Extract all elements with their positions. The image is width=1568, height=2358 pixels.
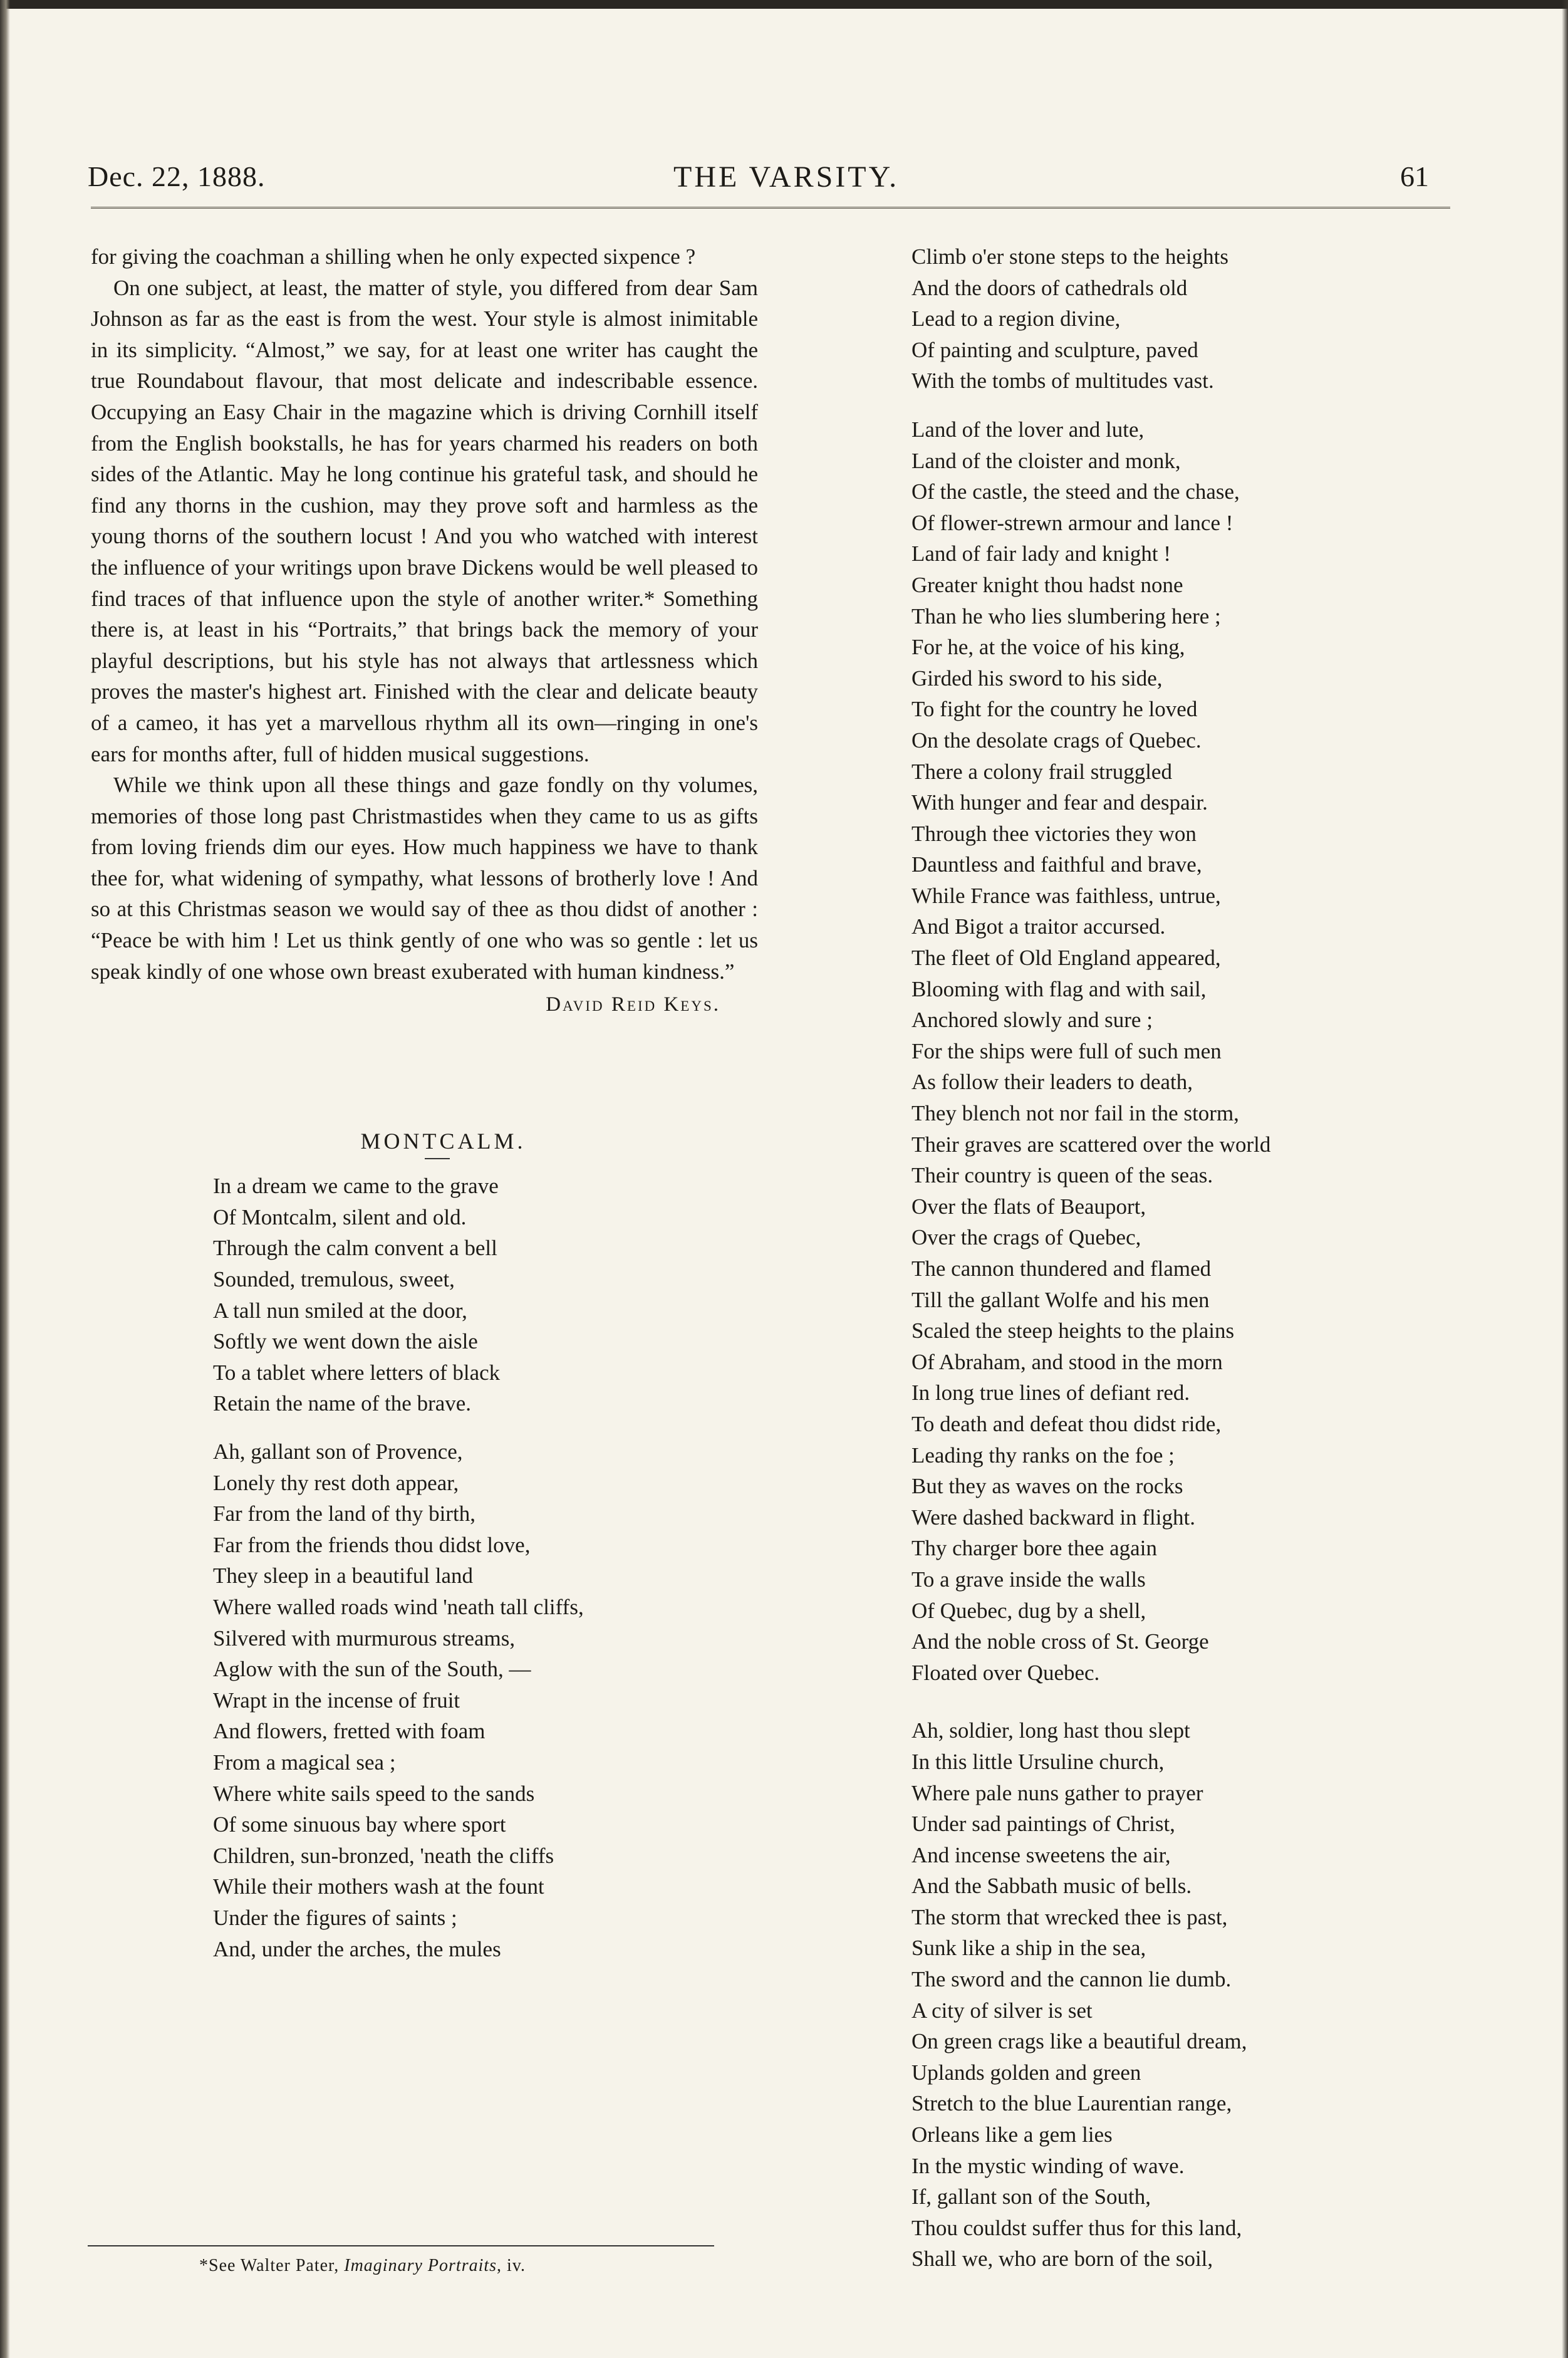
poem-line: Thy charger bore thee again [911,1536,1157,1561]
poem-line: Their graves are scattered over the world [911,1132,1271,1157]
poem-line: Under sad paintings of Christ, [911,1812,1175,1837]
poem-line: Where white sails speed to the sands [213,1781,535,1806]
essay-author: David Reid Keys. [546,993,720,1016]
poem-line: Of painting and sculpture, paved [911,337,1198,362]
page-top-border [0,0,1568,9]
title-divider [425,1158,450,1159]
poem-line: Silvered with murmurous streams, [213,1625,516,1651]
poem-line: Greater knight thou hadst none [911,572,1183,597]
poem-line: Sunk like a ship in the sea, [911,1936,1146,1961]
poem-line: Ah, soldier, long hast thou slept [911,1718,1190,1743]
poem-line: In this little Ursuline church, [911,1749,1165,1774]
poem-line: In long true lines of defiant red. [911,1380,1190,1406]
poem-line: To a grave inside the walls [911,1567,1146,1592]
essay-body [91,241,758,987]
poem-line: If, gallant son of the South, [911,2184,1151,2209]
poem-line: Lonely thy rest doth appear, [213,1470,459,1495]
poem-line: In the mystic winding of wave. [911,2153,1185,2178]
poem-line: They sleep in a beautiful land [213,1563,473,1589]
poem-line: On green crags like a beautiful dream, [911,2029,1247,2054]
footnote-work-title: Imaginary Portraits [344,2256,497,2275]
poem-line: And flowers, fretted with foam [213,1719,485,1744]
issue-date: Dec. 22, 1888. [88,160,266,192]
poem-stanza-3 [911,414,1475,1688]
poem-stanza-2 [213,1436,758,1964]
poem-line: Till the gallant Wolfe and his men [911,1287,1210,1312]
poem-line: For the ships were full of such men [911,1038,1222,1063]
poem-line: Anchored slowly and sure ; [911,1008,1153,1033]
poem-line: Of Quebec, dug by a shell, [911,1598,1146,1623]
poem-line: For he, at the voice of his king, [911,635,1185,660]
poem-line: Scaled the steep heights to the plains [911,1318,1235,1343]
poem-line: And, under the arches, the mules [213,1936,501,1961]
poem-line: While their mothers wash at the fount [213,1874,544,1899]
essay-paragraph: While we think upon all these things and gaze fondly on thy volumes, memories of those long past Christmastides when they came to us as gifts from loving friends dim our eyes. How much happiness we have to thank thee for, what widening of sympathy, what lessons of brotherly love ! And so at this Christmas season we would say of thee as thou didst of another : “Peace be with him ! Let us think gently of one who was so gentle : let us speak kindly of one whose own breast exuberated with human kindness.” [91,773,758,984]
poem-line: To fight for the country he loved [911,697,1198,722]
poem-line: Where pale nuns gather to prayer [911,1780,1203,1805]
poem-line: The fleet of Old England appeared, [911,946,1221,971]
poem-line: Of some sinuous bay where sport [213,1812,506,1837]
poem-line: The cannon thundered and flamed [911,1256,1212,1281]
poem-title: MONTCALM. [360,1129,526,1154]
poem-line: Far from the friends thou didst love, [213,1532,531,1557]
page-right-edge [1562,0,1568,2358]
poem-line: Wrapt in the incense of fruit [213,1688,460,1713]
poem-line: Ah, gallant son of Provence, [213,1439,463,1464]
poem-line: Of flower-strewn armour and lance ! [911,510,1233,535]
poem-line: Aglow with the sun of the South, — [213,1657,531,1682]
running-header [0,160,1568,210]
poem-line: Land of the lover and lute, [911,417,1145,442]
poem-line: The storm that wrecked thee is past, [911,1904,1228,1929]
essay-paragraph: On one subject, at least, the matter of style, you differed from dear Sam Johnson as far as the east is from the west. Your style is almost inimitable in its simplicity. “Almost,” we say, for at least one writer has caught the true Roundabout flavour, that most delicate and indescribable essence. Occupying an Easy Chair in the magazine which is driving Cornhill itself from the English bookstalls, he has for years charmed his readers on both sides of the Atlantic. May he long continue his grateful task, and should he find any thorns in the cushion, may they prove soft and harmless as the young thorns of the southern locust ! And you who watched with interest the influence of your writings upon brave Dickens would be well pleased to find traces of that influence upon the style of another writer.* Something there is, at least in his “Portraits,” that brings back the memory of your playful descriptions, but his style has not always that artlessness which proves the master's highest art. Finished with the clear and delicate beauty of a cameo, it has yet a marvellous rhythm all its own—ringing in one's ears for months after, full of hidden musical suggestions. [91,275,758,766]
poem-line: Uplands golden and green [911,2060,1141,2085]
right-column [911,241,1475,2275]
poem-stanza-4 [911,1715,1475,2275]
poem-line: And the doors of cathedrals old [911,275,1188,300]
poem-line: Over the flats of Beauport, [911,1194,1146,1219]
poem-line: And incense sweetens the air, [911,1842,1171,1867]
poem-line: And Bigot a traitor accursed. [911,914,1166,939]
poem-line: Thou couldst suffer thus for this land, [911,2215,1242,2240]
poem-line: In a dream we came to the grave [213,1174,499,1199]
page-left-edge [0,0,10,2358]
poem-line: On the desolate crags of Quebec. [911,728,1202,753]
poem-line: They blench not nor fail in the storm, [911,1101,1239,1126]
poem-line: Than he who lies slumbering here ; [911,603,1221,629]
poem-line: Orleans like a gem lies [911,2122,1113,2147]
poem-line: Retain the name of the brave. [213,1391,472,1416]
left-column [91,241,758,1964]
poem-line: A tall nun smiled at the door, [213,1298,467,1323]
poem-line: Children, sun-bronzed, 'neath the cliffs [213,1843,554,1868]
poem-line: But they as waves on the rocks [911,1474,1183,1499]
poem-line: Land of fair lady and knight ! [911,541,1171,566]
poem-line: From a magical sea ; [213,1750,396,1775]
poem-line: The sword and the cannon lie dumb. [911,1967,1232,1992]
header-rule [91,207,1450,209]
poem-line: Floated over Quebec. [911,1660,1100,1685]
footnote-text: *See Walter Pater, [199,2256,340,2275]
poem-line: A city of silver is set [911,1998,1093,2023]
poem-line: Their country is queen of the seas. [911,1163,1213,1188]
poem-line: Were dashed backward in flight. [911,1505,1195,1530]
poem-line: Sounded, tremulous, sweet, [213,1267,455,1292]
poem-line: Girded his sword to his side, [911,665,1163,691]
poem-line: Through thee victories they won [911,821,1197,846]
poem-stanza-2-continued [911,241,1475,397]
poem-line: Under the figures of saints ; [213,1905,457,1930]
poem-line: Of the castle, the steed and the chase, [911,479,1240,504]
poem-line: Blooming with flag and with sail, [911,976,1207,1001]
poem-line: To a tablet where letters of black [213,1360,501,1385]
poem-line: Stretch to the blue Laurentian range, [911,2091,1232,2116]
poem-line: And the noble cross of St. George [911,1629,1209,1654]
essay-paragraph: for giving the coachman a shilling when he only expected sixpence ? [91,244,696,269]
poem-line: Climb o'er stone steps to the heights [911,244,1228,269]
footnote [199,2256,526,2276]
poem-line: Where walled roads wind 'neath tall cliffs, [213,1594,584,1619]
poem-line: Dauntless and faithful and brave, [911,852,1202,877]
page-number: 61 [1400,160,1429,192]
footnote-rule [88,2245,714,2246]
poem-line: Of Montcalm, silent and old. [213,1204,467,1229]
poem-line: Softly we went down the aisle [213,1329,478,1354]
poem-line: Through the calm convent a bell [213,1236,497,1261]
poem-line: Shall we, who are born of the soil, [911,2246,1213,2272]
poem-line: Over the crags of Quebec, [911,1225,1141,1250]
poem-line: Of Abraham, and stood in the morn [911,1349,1223,1374]
poem-line: Lead to a region divine, [911,306,1121,331]
poem-line: With the tombs of multitudes vast. [911,368,1214,394]
footnote-suffix: , iv. [497,2256,526,2275]
poem-stanza-1 [213,1171,758,1419]
poem-line: Far from the land of thy birth, [213,1501,475,1526]
poem-line: There a colony frail struggled [911,759,1172,784]
poem-line: Leading thy ranks on the foe ; [911,1442,1175,1468]
poem-line: Land of the cloister and monk, [911,448,1181,473]
journal-title: THE VARSITY. [673,160,900,194]
poem-line: To death and defeat thou didst ride, [911,1411,1222,1436]
poem-line: While France was faithless, untrue, [911,883,1221,908]
poem-line: And the Sabbath music of bells. [911,1874,1192,1899]
poem-line: With hunger and fear and despair. [911,790,1208,815]
poem-line: As follow their leaders to death, [911,1070,1193,1095]
